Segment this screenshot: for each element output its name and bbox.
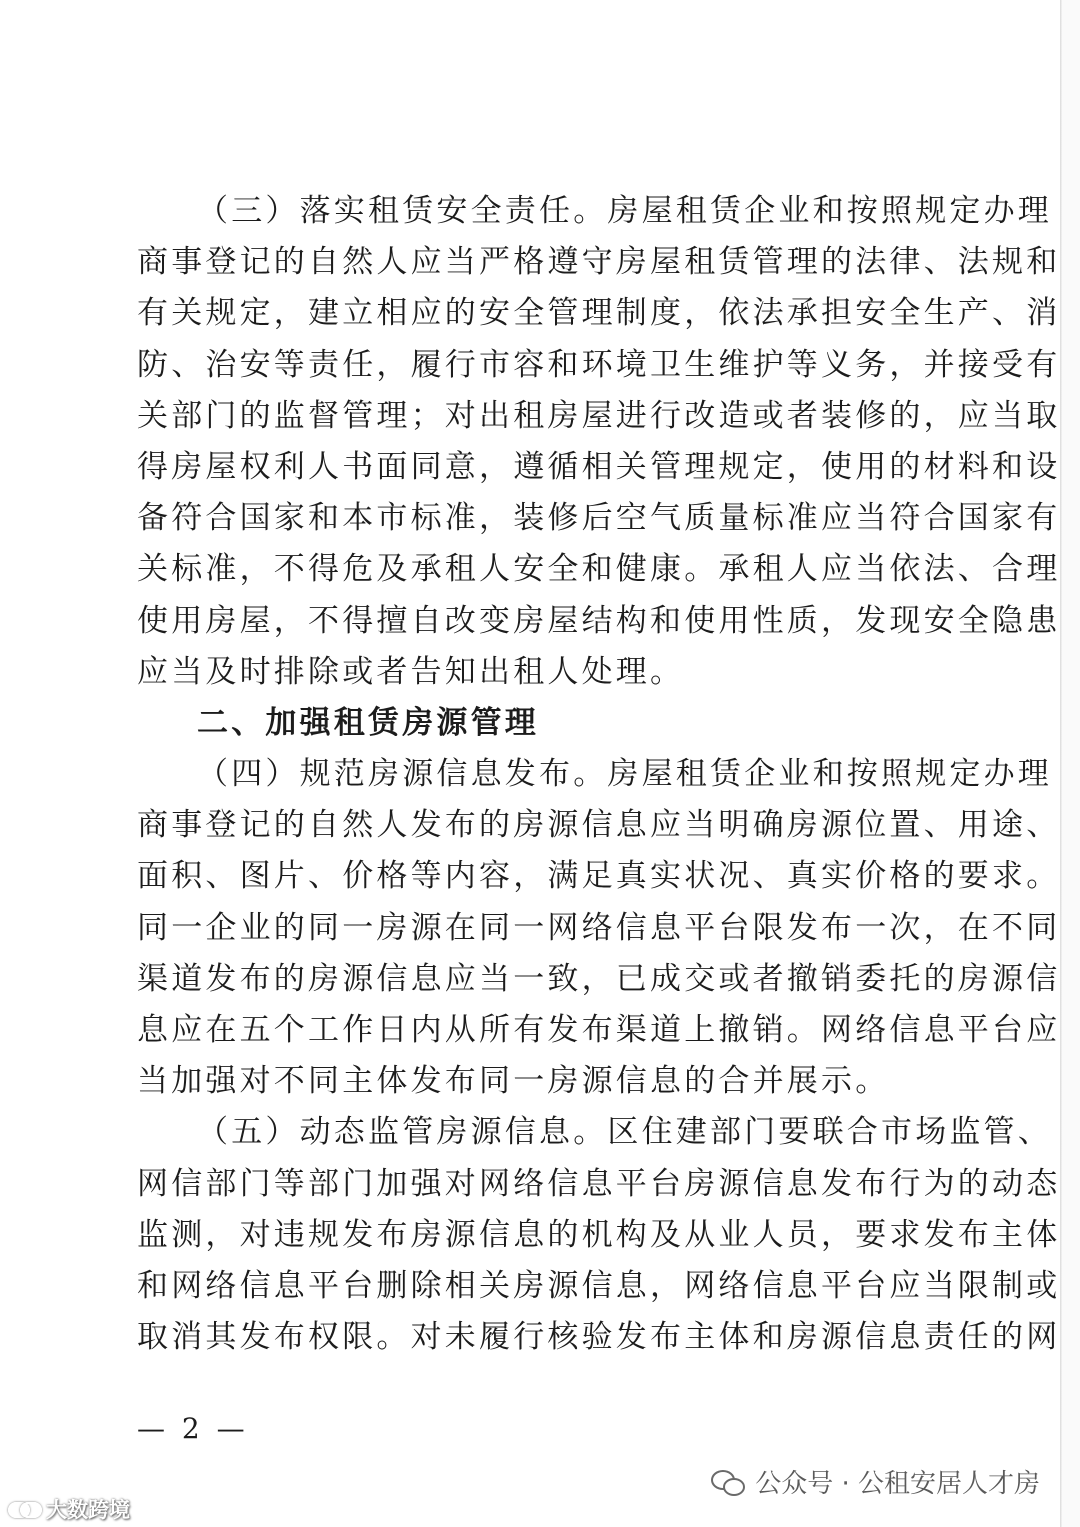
paragraph-3-line: 得房屋权利人书面同意，遵循相关管理规定，使用的材料和设	[137, 448, 1061, 485]
page-edge	[1060, 0, 1062, 1527]
paragraph-3-line: 有关规定，建立相应的安全管理制度，依法承担安全生产、消	[137, 295, 1061, 332]
paragraph-4-line: （四）规范房源信息发布。房屋租赁企业和按照规定办理	[197, 756, 1052, 793]
paragraph-5-line: 监测，对违规发布房源信息的机构及从业人员，要求发布主体	[137, 1216, 1061, 1253]
corner-watermark	[8, 1494, 130, 1524]
paragraph-3-line: 关标准，不得危及承租人安全和健康。承租人应当依法、合理	[137, 551, 1061, 588]
paragraph-5-line: （五）动态监管房源信息。区住建部门要联合市场监管、	[197, 1114, 1052, 1151]
wechat-icon	[711, 1468, 745, 1496]
paragraph-4-line: 息应在五个工作日内从所有发布渠道上撤销。网络信息平台应	[137, 1012, 1061, 1048]
paragraph-4-line: 商事登记的自然人发布的房源信息应当明确房源位置、用途、	[137, 807, 1061, 844]
page-edge-shadow	[1062, 0, 1080, 1527]
document-body	[137, 186, 1061, 1363]
footer-source-watermark	[711, 1463, 1040, 1500]
paragraph-3-line: （三）落实租赁安全责任。房屋租赁企业和按照规定办理	[197, 193, 1052, 229]
paragraph-4-line: 面积、图片、价格等内容，满足真实状况、真实价格的要求。	[137, 858, 1061, 895]
paragraph-4-line: 当加强对不同主体发布同一房源信息的合并展示。	[137, 1063, 890, 1100]
paragraph-3-line: 应当及时排除或者告知出租人处理。	[137, 653, 685, 690]
section-heading: 二、加强租赁房源管理	[197, 704, 539, 741]
paragraph-5-line: 网信部门等部门加强对网络信息平台房源信息发布行为的动态	[137, 1165, 1061, 1202]
paragraph-3-line: 使用房屋，不得擅自改变房屋结构和使用性质，发现安全隐患	[137, 602, 1061, 639]
paragraph-4-line: 同一企业的同一房源在同一网络信息平台限发布一次，在不同	[137, 909, 1061, 946]
paragraph-3-line: 关部门的监督管理；对出租房屋进行改造或者装修的，应当取	[137, 397, 1061, 434]
paragraph-5-line: 和网络信息平台删除相关房源信息，网络信息平台应当限制或	[137, 1267, 1061, 1304]
paragraph-5-line: 取消其发布权限。对未履行核验发布主体和房源信息责任的网	[137, 1319, 1061, 1356]
paragraph-3-line: 备符合国家和本市标准，装修后空气质量标准应当符合国家有	[137, 500, 1061, 537]
link-icon	[8, 1499, 42, 1519]
paragraph-3-line: 商事登记的自然人应当严格遵守房屋租赁管理的法律、法规和	[137, 244, 1061, 281]
paragraph-3-line: 防、治安等责任，履行市容和环境卫生维护等义务，并接受有	[137, 346, 1061, 383]
paragraph-4-line: 渠道发布的房源信息应当一致，已成交或者撤销委托的房源信	[137, 960, 1061, 997]
page-number: — 2 —	[137, 1412, 249, 1445]
footer-source-label: 公众号 · 公租安居人才房	[755, 1469, 1040, 1499]
corner-watermark-text: 大数跨境	[46, 1498, 130, 1522]
